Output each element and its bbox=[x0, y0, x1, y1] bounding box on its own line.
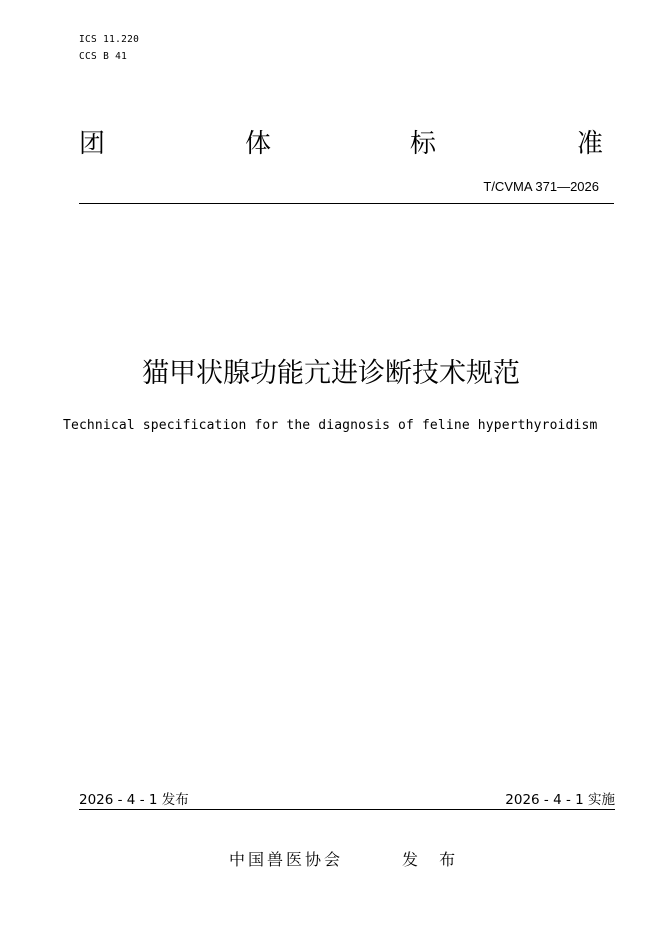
ics-code: ICS 11.220 bbox=[79, 34, 140, 45]
issue-label: 发 布 bbox=[402, 850, 464, 869]
implement-date: 2026 - 4 - 1 实施 bbox=[505, 792, 615, 808]
document-title-chinese: 猫甲状腺功能亢进诊断技术规范 bbox=[142, 358, 520, 389]
footer-divider bbox=[79, 809, 615, 810]
standard-type-heading bbox=[79, 128, 606, 160]
standard-type-char: 准 bbox=[577, 129, 604, 159]
standard-type-char: 体 bbox=[245, 129, 272, 159]
ccs-code: CCS B 41 bbox=[79, 51, 128, 62]
issuing-organization: 中国兽医协会 bbox=[229, 850, 344, 869]
document-title-english: Technical specification for the diagnosis of feline hyperthyroidism bbox=[63, 418, 598, 433]
header-divider bbox=[79, 203, 614, 204]
standard-number: T/CVMA 371—2026 bbox=[483, 179, 599, 194]
publish-date: 2026 - 4 - 1 发布 bbox=[79, 792, 189, 808]
standard-type-char: 标 bbox=[410, 129, 437, 159]
standard-type-char: 团 bbox=[79, 129, 106, 159]
